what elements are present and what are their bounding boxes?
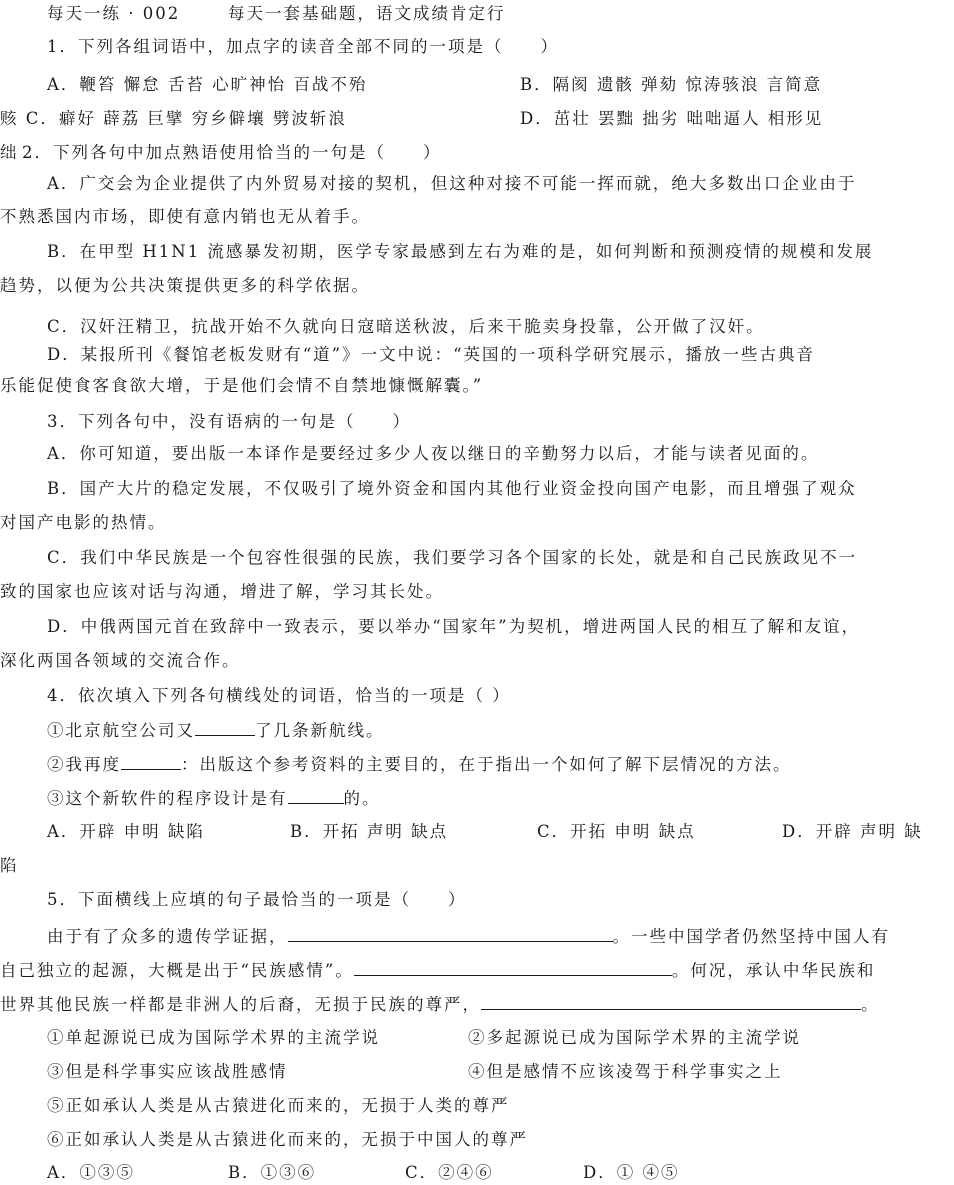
q3-option-c-cont: 致的国家也应该对话与沟通，增进了解，学习其长处。 (0, 582, 444, 601)
q1-options-row-1 (0, 74, 954, 96)
q4-options (0, 821, 954, 843)
q5-passage-line-3 (0, 993, 954, 1015)
q2-option-d: D．某报所刊《餐馆老板发财有“道”》一文中说：“英国的一项科学研究展示，播放一些古典音 (47, 345, 816, 364)
q5-choice: ②多起源说已成为国际学术界的主流学说 (468, 1028, 801, 1047)
q5-stem: 5．下面横线上应填的句子最恰当的一项是（ ） (47, 890, 467, 909)
q5-option: C．②④⑥ (405, 1163, 494, 1182)
q5-passage-text: 自己独立的起源，大概是出于“民族感情”。 (0, 961, 354, 980)
q5-options (0, 1162, 954, 1184)
q5-choices-row-2 (0, 1061, 954, 1083)
fill-blank[interactable] (195, 719, 255, 736)
q4-option: D．开辟 声明 缺 (782, 822, 923, 841)
q3-option-b-cont: 对国产电影的热情。 (0, 513, 167, 532)
q4-stem: 4．依次填入下列各句横线处的词语，恰当的一项是（ ） (47, 686, 511, 705)
q5-choice: ③但是科学事实应该战胜感情 (47, 1062, 288, 1081)
q5-passage-text: 世界其他民族一样都是非洲人的后裔，无损于民族的尊严， (0, 995, 481, 1014)
q5-option: A．①③⑤ (47, 1163, 135, 1182)
q2-option-b-cont: 趋势，以便为公共决策提供更多的科学依据。 (0, 276, 370, 295)
q2-option-b: B．在甲型 H1N1 流感暴发初期，医学专家最感到左右为难的是，如何判断和预测疫情的规模和发展 (47, 242, 874, 261)
q5-option: B．①③⑥ (228, 1163, 317, 1182)
q1-option: 赅 C．癖好 薜荔 巨擘 穷乡僻壤 劈波斩浪 (0, 109, 347, 128)
fill-blank[interactable] (288, 787, 344, 804)
q5-passage-line-2 (0, 959, 954, 981)
q4-option: B．开拓 声明 缺点 (290, 822, 449, 841)
q3-option-c: C．我们中华民族是一个包容性很强的民族，我们要学习各个国家的长处，就是和自己民族政见不一 (47, 548, 858, 567)
q5-choice: ⑥正如承认人类是从古猿进化而来的，无损于中国人的尊严 (47, 1130, 528, 1149)
q5-passage-text: 。一些中国学者仍然坚持中国人有 (612, 927, 890, 946)
q2-option-d-cont: 乐能促使食客食欲大增，于是他们会情不自禁地慷慨解囊。” (0, 376, 484, 395)
q5-passage-text: 。何况，承认中华民族和 (671, 961, 876, 980)
q4-s3-text: 的。 (343, 789, 381, 808)
q5-passage-text: 。 (861, 995, 880, 1014)
q4-s2-text: ②我再度 (47, 755, 121, 774)
q3-stem: 3．下列各句中，没有语病的一句是（ ） (47, 412, 411, 431)
q2-option-a-cont: 不熟悉国内市场，即使有意内销也无从着手。 (0, 207, 370, 226)
q3-option-b: B．国产大片的稳定发展，不仅吸引了境外资金和国内其他行业资金投向国产电影，而且增强了观众 (47, 479, 857, 498)
q1-option: B．隔阂 遗骸 弹劾 惊涛骇浪 言简意 (520, 75, 823, 94)
q5-option: D．① ④⑤ (583, 1163, 680, 1182)
q1-options-row-2 (0, 108, 954, 130)
q1-stem: 1．下列各组词语中，加点字的读音全部不同的一项是（ ） (47, 37, 559, 56)
q5-choice: ①单起源说已成为国际学术界的主流学说 (47, 1028, 380, 1047)
q4-sentence-3 (47, 787, 954, 809)
fill-blank[interactable] (481, 993, 861, 1010)
q5-passage-text: 由于有了众多的遗传学证据， (47, 927, 288, 946)
q2-option-c: C．汉奸汪精卫，抗战开始不久就向日寇暗送秋波，后来干脆卖身投靠，公开做了汉奸。 (47, 317, 765, 336)
q5-passage-line-1 (47, 925, 954, 947)
q1-option: D．茁壮 罢黜 拙劣 咄咄逼人 相形见 (520, 109, 824, 128)
q5-choice: ⑤正如承认人类是从古猿进化而来的，无损于人类的尊严 (47, 1096, 510, 1115)
q1-option: A．鞭笞 懈怠 舌苔 心旷神怡 百战不殆 (47, 75, 368, 94)
q4-option: C．开拓 申明 缺点 (537, 822, 696, 841)
q4-option-wrap: 陷 (0, 856, 19, 875)
q4-sentence-2 (47, 753, 954, 775)
q4-option: A．开辟 申明 缺陷 (47, 822, 205, 841)
q5-choice: ④但是感情不应该凌驾于科学事实之上 (468, 1062, 783, 1081)
series-label: 每天一练 · 002 (47, 4, 181, 23)
q3-option-d: D．中俄两国元首在致辞中一致表示，要以举办“国家年”为契机，增进两国人民的相互了解和友谊， (47, 617, 861, 636)
q3-option-d-cont: 深化两国各领域的交流合作。 (0, 651, 241, 670)
page-header (0, 3, 954, 25)
q4-s1-text: ①北京航空公司又 (47, 721, 195, 740)
q1-option-tail: 绌 (0, 143, 19, 162)
fill-blank[interactable] (354, 959, 672, 976)
q2-option-a: A．广交会为企业提供了内外贸易对接的契机，但这种对接不可能一挥而就，绝大多数出口企业由于 (47, 174, 857, 193)
slogan: 每天一套基础题，语文成绩肯定行 (228, 4, 506, 23)
q1-q2-line (0, 142, 954, 164)
q2-stem: 2．下列各句中加点熟语使用恰当的一句是（ ） (22, 143, 442, 162)
fill-blank[interactable] (288, 925, 613, 942)
q4-s3-text: ③这个新软件的程序设计是有 (47, 789, 288, 808)
q4-sentence-1 (47, 719, 954, 741)
q4-s1-text: 了几条新航线。 (255, 721, 385, 740)
q5-choices-row-1 (0, 1027, 954, 1049)
q4-s2-text: ：出版这个参考资料的主要目的，在于指出一个如何了解下层情况的方法。 (181, 755, 792, 774)
q3-option-a: A．你可知道，要出版一本译作是要经过多少人夜以继日的辛勤努力以后，才能与读者见面的。 (47, 444, 820, 463)
fill-blank[interactable] (121, 753, 181, 770)
